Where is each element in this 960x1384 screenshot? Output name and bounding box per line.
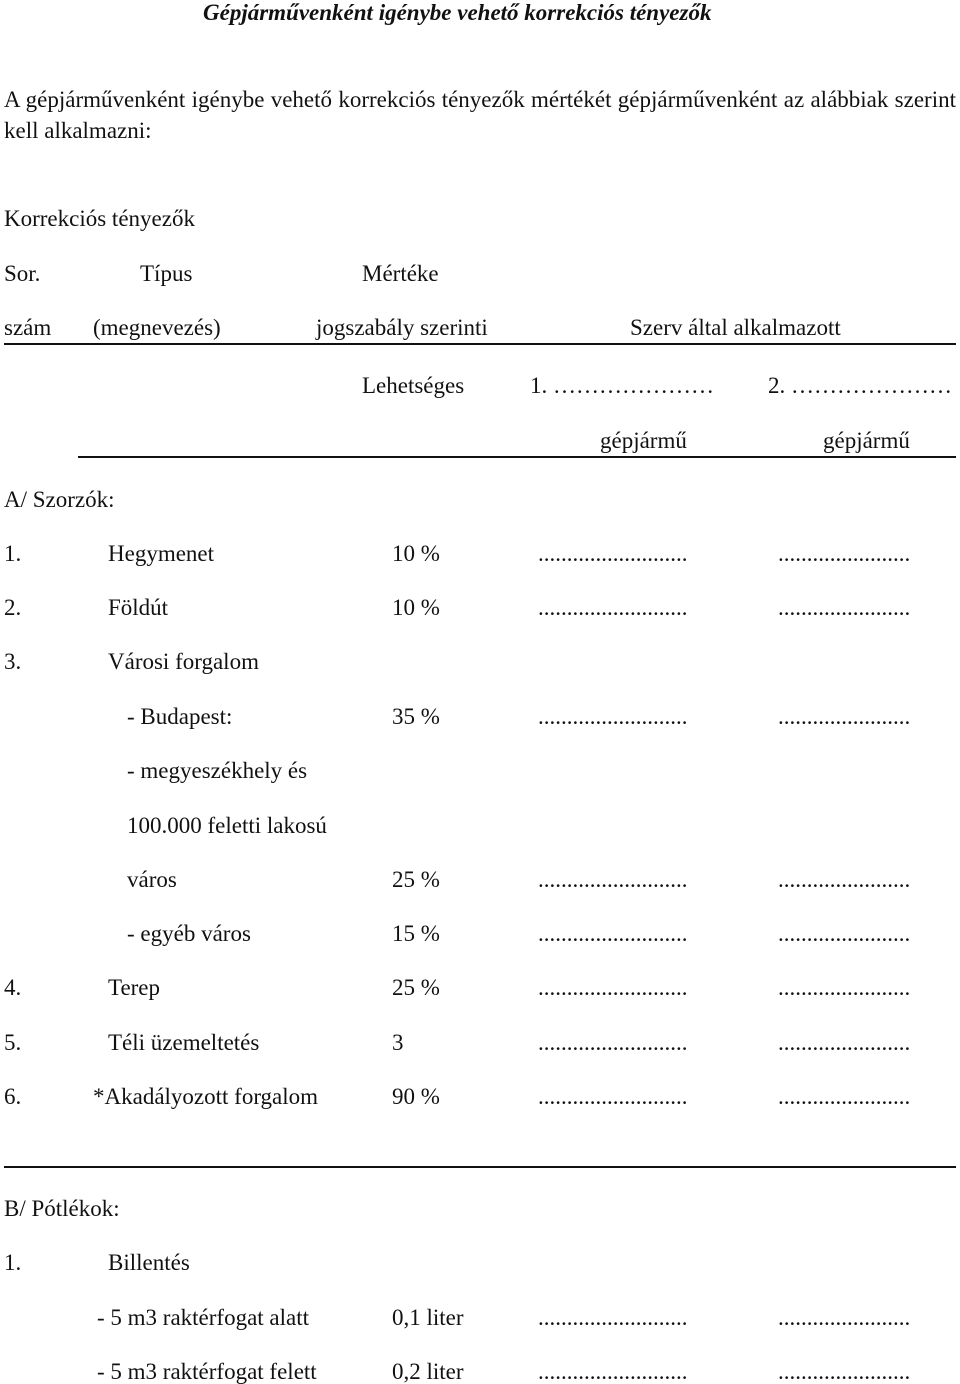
row-vehicle-1-value: .......................... xyxy=(538,1305,688,1330)
section-b-title: B/ Pótlékok: xyxy=(4,1196,120,1221)
header-szam: szám xyxy=(4,315,52,340)
row-vehicle-1-value: .......................... xyxy=(538,1030,688,1055)
header-rule-top xyxy=(4,343,956,345)
header-jogszabaly: jogszabály szerinti xyxy=(316,315,488,340)
row-type-name: Terep xyxy=(108,975,161,1000)
row-vehicle-1-value: .......................... xyxy=(538,1084,688,1109)
row-type-name: - Budapest: xyxy=(127,704,233,729)
section-divider xyxy=(4,1166,956,1168)
row-vehicle-2-value: ....................... xyxy=(778,704,911,729)
row-vehicle-1-value: .......................... xyxy=(538,541,688,566)
row-type-name: város xyxy=(127,867,177,892)
row-number: 4. xyxy=(4,975,22,1000)
row-number: 6. xyxy=(4,1084,22,1109)
row-type-name: Földút xyxy=(108,595,169,620)
header-gepjarmu-2: gépjármű xyxy=(823,428,910,453)
intro-paragraph: A gépjárművenként igénybe vehető korrekciós tényezők mértékét gépjárművenként az alábbiak szerint kell alkalmazni: xyxy=(4,87,956,143)
row-type-name: 100.000 feletti lakosú xyxy=(127,813,327,838)
header-gepjarmu-1: gépjármű xyxy=(600,428,687,453)
row-vehicle-2-value: ....................... xyxy=(778,975,911,1000)
row-number: 2. xyxy=(4,595,22,620)
row-vehicle-1-value: .......................... xyxy=(538,867,688,892)
row-type-name: - 5 m3 raktérfogat felett xyxy=(97,1359,317,1384)
row-legal-value: 25 % xyxy=(392,867,440,892)
section-title: Korrekciós tényezők xyxy=(4,206,195,231)
row-type-name: Városi forgalom xyxy=(108,649,259,674)
header-vehicle-2: 2. ………………… xyxy=(768,373,952,398)
row-legal-value: 90 % xyxy=(392,1084,440,1109)
row-vehicle-1-value: .......................... xyxy=(538,704,688,729)
row-legal-value: 15 % xyxy=(392,921,440,946)
row-legal-value: 3 xyxy=(392,1030,404,1055)
row-type-name: *Akadályozott forgalom xyxy=(93,1084,319,1109)
row-vehicle-2-value: ....................... xyxy=(778,921,911,946)
row-type-name: Billentés xyxy=(108,1250,190,1275)
row-number: 5. xyxy=(4,1030,22,1055)
row-legal-value: 0,1 liter xyxy=(392,1305,464,1330)
row-vehicle-1-value: .......................... xyxy=(538,975,688,1000)
row-vehicle-2-value: ....................... xyxy=(778,1359,911,1384)
row-number: 3. xyxy=(4,649,22,674)
header-lehetseges: Lehetséges xyxy=(362,373,465,398)
row-type-name: - megyeszékhely és xyxy=(127,758,308,783)
row-type-name: - egyéb város xyxy=(127,921,251,946)
row-vehicle-2-value: ....................... xyxy=(778,1084,911,1109)
header-szerv: Szerv által alkalmazott xyxy=(630,315,841,340)
row-legal-value: 10 % xyxy=(392,595,440,620)
row-number: 1. xyxy=(4,1250,22,1275)
row-number: 1. xyxy=(4,541,22,566)
section-a-title: A/ Szorzók: xyxy=(4,487,115,512)
row-vehicle-2-value: ....................... xyxy=(778,541,911,566)
row-type-name: - 5 m3 raktérfogat alatt xyxy=(97,1305,310,1330)
header-rule-bottom xyxy=(78,456,956,458)
row-legal-value: 25 % xyxy=(392,975,440,1000)
row-vehicle-2-value: ....................... xyxy=(778,867,911,892)
header-vehicle-1: 1. ………………… xyxy=(530,373,714,398)
row-vehicle-1-value: .......................... xyxy=(538,1359,688,1384)
row-legal-value: 10 % xyxy=(392,541,440,566)
row-type-name: Téli üzemeltetés xyxy=(108,1030,260,1055)
row-vehicle-1-value: .......................... xyxy=(538,921,688,946)
row-vehicle-2-value: ....................... xyxy=(778,595,911,620)
page-title: Gépjárművenként igénybe vehető korrekciós tényezők xyxy=(203,0,712,25)
row-legal-value: 35 % xyxy=(392,704,440,729)
row-vehicle-2-value: ....................... xyxy=(778,1305,911,1330)
row-vehicle-1-value: .......................... xyxy=(538,595,688,620)
row-type-name: Hegymenet xyxy=(108,541,215,566)
header-merteke: Mértéke xyxy=(362,261,439,286)
header-tipus: Típus xyxy=(140,261,193,286)
row-vehicle-2-value: ....................... xyxy=(778,1030,911,1055)
header-megnevezes: (megnevezés) xyxy=(93,315,221,340)
row-legal-value: 0,2 liter xyxy=(392,1359,464,1384)
header-sor: Sor. xyxy=(4,261,41,286)
